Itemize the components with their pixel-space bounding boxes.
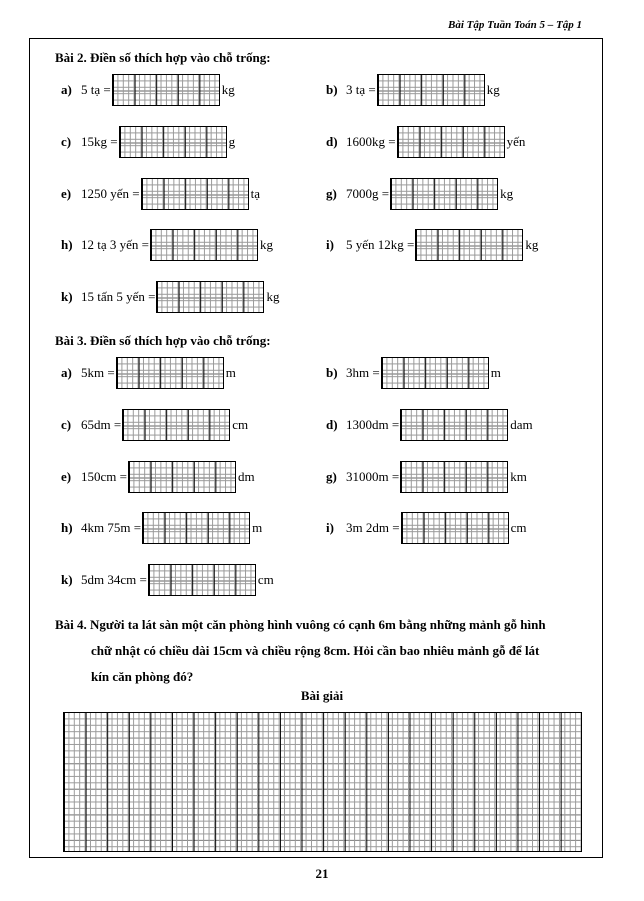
- solution-title: Bài giải: [300, 688, 344, 703]
- item-expression: 5dm 34cm =: [81, 572, 147, 587]
- item-label: c): [61, 417, 72, 432]
- item-unit: dm: [237, 469, 255, 484]
- item-unit: cm: [257, 572, 274, 587]
- bai3-title: Bài 3. Điền số thích hợp vào chỗ trống:: [55, 333, 271, 348]
- item-expression: 15 tấn 5 yến =: [81, 289, 156, 304]
- bai4-line-2: chữ nhật có chiều dài 15cm và chiều rộng 8cm. Hỏi cần bao nhiêu mảnh gỗ để lát: [91, 643, 540, 658]
- item-expression: 65dm =: [81, 417, 122, 432]
- item-unit: cm: [232, 417, 249, 432]
- answer-grid[interactable]: [142, 512, 250, 544]
- item-unit: kg: [500, 186, 514, 201]
- item-expression: 7000g =: [346, 186, 390, 201]
- item-unit: g: [228, 134, 236, 149]
- item-unit: m: [225, 365, 236, 380]
- bai2-item-h: [61, 228, 273, 262]
- answer-grid[interactable]: [119, 126, 227, 158]
- answer-grid[interactable]: [148, 564, 256, 596]
- item-expression: 5km =: [81, 365, 115, 380]
- item-unit: kg: [525, 237, 539, 252]
- bai3-item-k: [61, 563, 274, 597]
- answer-grid[interactable]: [122, 409, 230, 441]
- item-label: d): [326, 134, 338, 149]
- answer-grid[interactable]: [381, 357, 489, 389]
- item-label: e): [61, 186, 72, 201]
- answer-grid[interactable]: [400, 461, 508, 493]
- page-number: 21: [315, 866, 329, 881]
- item-unit: tạ: [250, 186, 260, 201]
- item-label: i): [326, 520, 334, 535]
- bai3-item-b: [326, 356, 501, 390]
- item-label: b): [326, 365, 338, 380]
- item-label: i): [326, 237, 334, 252]
- item-expression: 4km 75m =: [81, 520, 142, 535]
- answer-grid[interactable]: [156, 281, 264, 313]
- bai4-line-1: Bài 4. Người ta lát sàn một căn phòng hình vuông có cạnh 6m bằng những mảnh gỗ hình: [55, 617, 546, 632]
- item-expression: 3 tạ =: [346, 82, 376, 97]
- bai3-item-g: [326, 460, 527, 494]
- bai2-item-k: [61, 280, 279, 314]
- item-expression: 150cm =: [81, 469, 127, 484]
- bai2-item-a: [61, 73, 235, 107]
- item-expression: 1250 yến =: [81, 186, 140, 201]
- item-unit: cm: [510, 520, 527, 535]
- bai2-item-c: [61, 125, 235, 159]
- bai3-item-h: [61, 511, 262, 545]
- page-header: Bài Tập Tuần Toán 5 – Tập 1: [448, 19, 582, 31]
- item-label: b): [326, 82, 338, 97]
- answer-grid[interactable]: [112, 74, 220, 106]
- bai3-item-e: [61, 460, 255, 494]
- item-label: e): [61, 469, 72, 484]
- answer-grid[interactable]: [116, 357, 224, 389]
- item-label: h): [61, 520, 73, 535]
- item-expression: 5 yến 12kg =: [346, 237, 415, 252]
- answer-grid[interactable]: [390, 178, 498, 210]
- item-label: g): [326, 186, 337, 201]
- bai3-item-a: [61, 356, 236, 390]
- item-label: k): [61, 289, 73, 304]
- bai4-line-3: kín căn phòng đó?: [91, 669, 194, 684]
- item-expression: 1600kg =: [346, 134, 396, 149]
- item-expression: 12 tạ 3 yến =: [81, 237, 149, 252]
- item-expression: 3m 2dm =: [346, 520, 400, 535]
- item-expression: 1300dm =: [346, 417, 400, 432]
- item-label: a): [61, 365, 72, 380]
- item-unit: kg: [266, 289, 280, 304]
- item-unit: km: [510, 469, 527, 484]
- answer-grid[interactable]: [128, 461, 236, 493]
- bai2-item-b: [326, 73, 500, 107]
- bai2-item-e: [61, 177, 260, 211]
- item-unit: m: [252, 520, 263, 535]
- answer-grid[interactable]: [377, 74, 485, 106]
- item-label: g): [326, 469, 337, 484]
- bai3-item-d: [326, 408, 533, 442]
- item-unit: kg: [259, 237, 273, 252]
- item-label: k): [61, 572, 73, 587]
- item-expression: 3hm =: [346, 365, 380, 380]
- answer-grid[interactable]: [415, 229, 523, 261]
- item-expression: 15kg =: [81, 134, 118, 149]
- item-label: c): [61, 134, 72, 149]
- item-label: h): [61, 237, 73, 252]
- bai4-problem: [55, 612, 595, 690]
- bai3-item-c: [61, 408, 248, 442]
- answer-grid[interactable]: [150, 229, 258, 261]
- item-unit: kg: [486, 82, 500, 97]
- bai2-item-g: [326, 177, 513, 211]
- answer-grid[interactable]: [400, 409, 508, 441]
- item-label: d): [326, 417, 338, 432]
- item-unit: m: [490, 365, 501, 380]
- answer-grid[interactable]: [401, 512, 509, 544]
- bai2-item-d: [326, 125, 525, 159]
- item-unit: kg: [221, 82, 235, 97]
- bai2-title: Bài 2. Điền số thích hợp vào chỗ trống:: [55, 50, 271, 65]
- bai3-item-i: [326, 511, 526, 545]
- item-label: a): [61, 82, 72, 97]
- item-expression: 5 tạ =: [81, 82, 111, 97]
- item-expression: 31000m =: [346, 469, 400, 484]
- item-unit: dam: [510, 417, 533, 432]
- solution-writing-grid[interactable]: [63, 712, 582, 852]
- bai2-item-i: [326, 228, 538, 262]
- item-unit: yến: [506, 134, 526, 149]
- answer-grid[interactable]: [397, 126, 505, 158]
- answer-grid[interactable]: [141, 178, 249, 210]
